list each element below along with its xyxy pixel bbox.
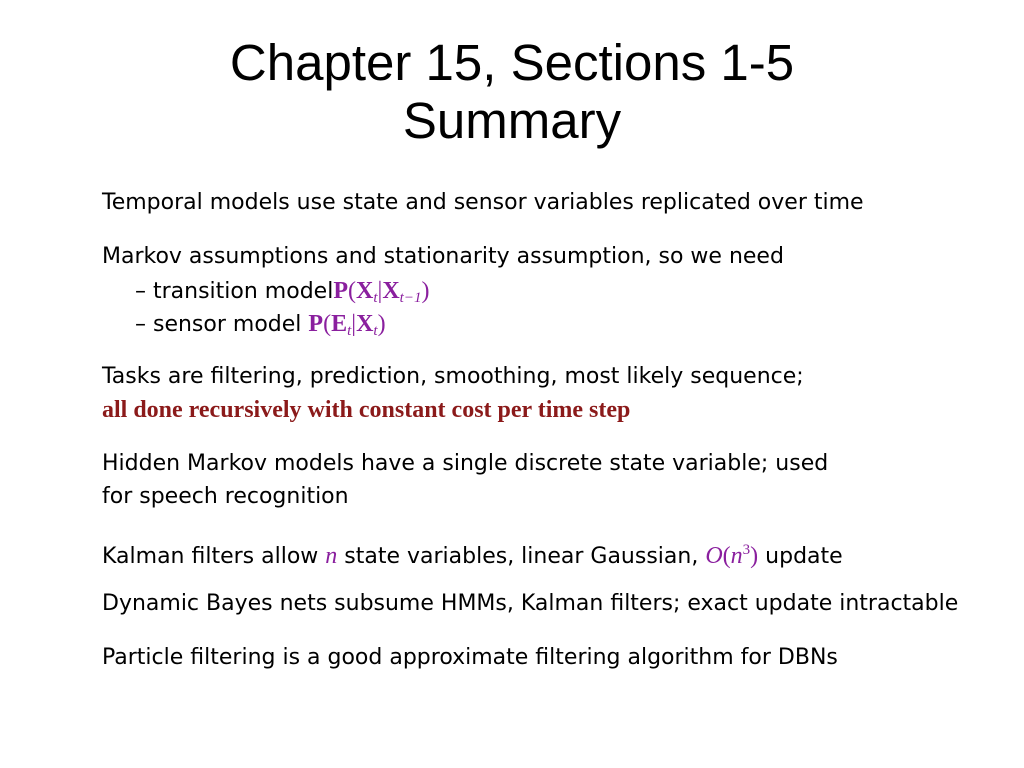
kalman-text-c: update [758,544,843,569]
formula-bar: | [377,278,383,304]
kalman-text-b: state variables, linear Gaussian, [337,544,706,569]
formula-P: P [333,278,348,304]
slide-title [0,34,1024,150]
bullet-temporal: Temporal models use state and sensor variables replicated over time [102,190,864,215]
sensor-label: – sensor model [135,312,309,337]
formula-X2: X [382,278,400,304]
bullet-transition-model [135,276,429,313]
formula-P: P [308,311,324,337]
formula-sub-t: t [373,290,378,306]
complexity-exponent: 3 [742,542,751,558]
title-line-2: Summary [402,92,622,149]
complexity-O: O [705,543,723,569]
bullet-tasks: Tasks are filtering, prediction, smoothing, most likely sequence; [102,364,804,389]
bullet-hmm-line-1: Hidden Markov models have a single discrete state variable; used [102,451,829,476]
formula-E: E [331,311,348,337]
bullet-dbn: Dynamic Bayes nets subsume HMMs, Kalman filters; exact update intractable [102,591,959,616]
transition-label: – transition model [135,279,334,304]
complexity-n: n [730,543,743,569]
formula-X: X [356,311,374,337]
bullet-markov: Markov assumptions and stationarity assumption, so we need [102,244,784,269]
bullet-particle: Particle filtering is a good approximate filtering algorithm for DBNs [102,645,838,670]
formula-sub-t2: t [373,323,378,339]
formula-sub-tm1: t−1 [399,290,422,306]
bullet-hmm-line-2: for speech recognition [102,484,349,509]
title-line-1: Chapter 15, Sections 1-5 [229,34,795,91]
bullet-recursive-emphasis: all done recursively with constant cost per time step [102,397,631,423]
bullet-sensor-model [135,309,386,346]
sensor-formula: $P(E_t|X_t)$ [308,311,386,339]
kalman-n: n [325,543,338,569]
kalman-text-a: Kalman filters allow [102,544,326,569]
bullet-kalman [102,535,843,572]
formula-X: X [355,278,374,304]
kalman-complexity: $O(n^3)$ [705,542,759,569]
formula-sub-t: t [347,323,352,339]
transition-formula: $P(X_t|X_{t-1})$ [333,278,430,306]
